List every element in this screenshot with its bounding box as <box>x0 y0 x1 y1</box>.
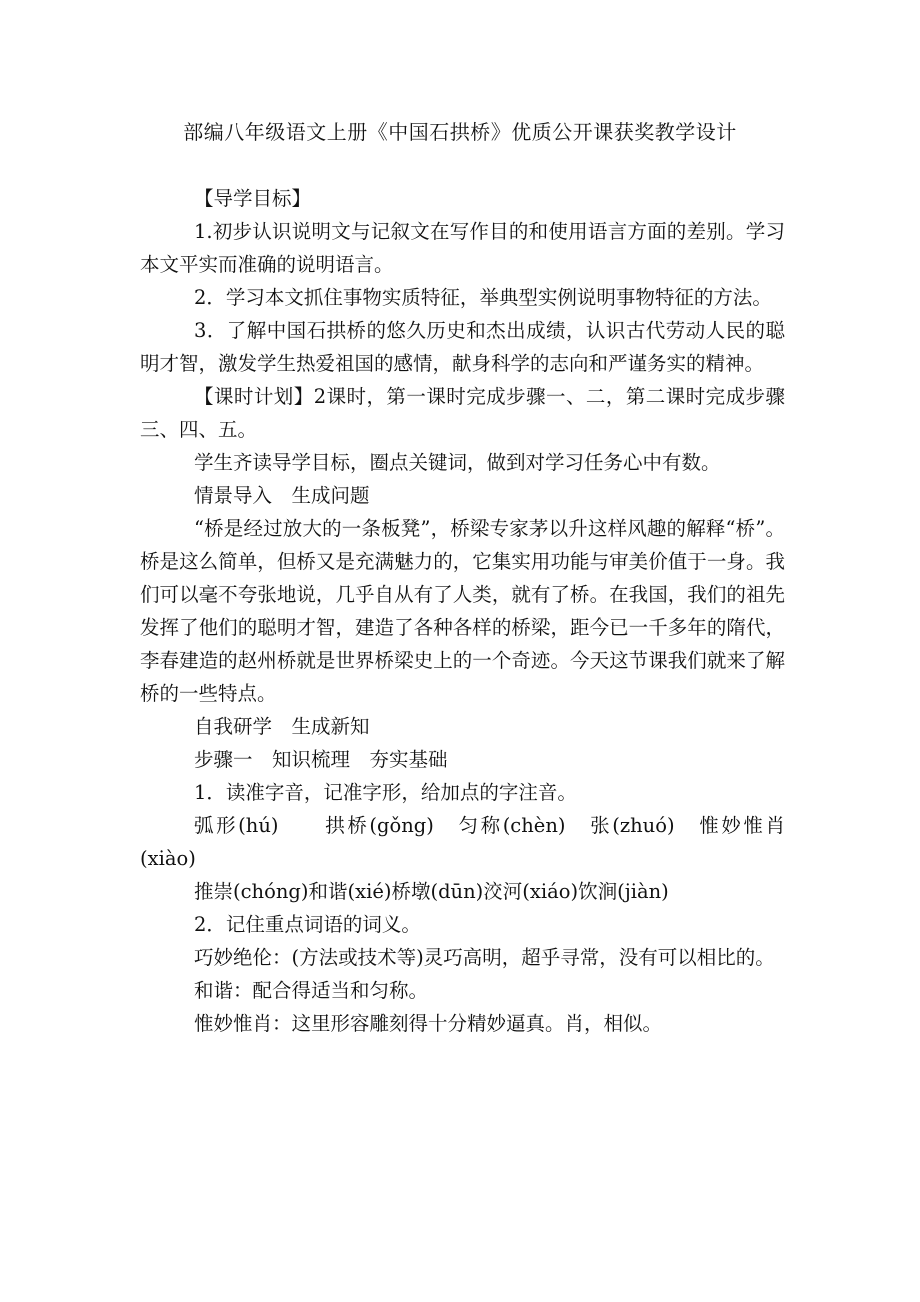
section-heading-objectives: 【导学目标】 <box>194 187 312 210</box>
section-heading-introduction: 情景导入 生成问题 <box>194 484 370 507</box>
step-one-heading: 步骤一 知识梳理 夯实基础 <box>194 748 448 771</box>
lesson-plan: 【课时计划】2课时，第一课时完成步骤一、二，第二课时完成步骤三、四、五。 <box>140 385 785 441</box>
vocab-definition: 和谐：配合得适当和匀称。 <box>194 979 429 1002</box>
vocab-definition: 巧妙绝伦：(方法或技术等)灵巧高明，超乎寻常，没有可以相比的。 <box>194 946 775 969</box>
introduction-paragraph: “桥是经过放大的一条板凳”，桥梁专家茅以升这样风趣的解释“桥”。桥是这么简单，但桥又是充满魅力的，它集实用功能与审美价值于一身。我们可以毫不夸张地说，几乎自从有了人类，就有了桥。在我国，我们的祖先发挥了他们的聪明才智，建造了各种各样的桥梁，距今已一千多年的隋代，李春建造的赵州桥就是世界桥梁史上的一个奇迹。今天这节课我们就来了解桥的一些特点。 <box>140 517 785 705</box>
document-body <box>140 182 785 1040</box>
reading-instruction: 学生齐读导学目标，圈点关键词，做到对学习任务心中有数。 <box>194 451 721 474</box>
pronunciation-list-2: 推崇(chóng)和谐(xié)桥墩(dūn)洨河(xiáo)饮涧(jiàn) <box>194 880 669 903</box>
objective-2: 2．学习本文抓住事物实质特征，举典型实例说明事物特征的方法。 <box>194 286 772 309</box>
vocab-definition: 惟妙惟肖：这里形容雕刻得十分精妙逼真。肖，相似。 <box>194 1012 663 1035</box>
objective-3: 3．了解中国石拱桥的悠久历史和杰出成绩，认识古代劳动人民的聪明才智，激发学生热爱祖国的感情，献身科学的志向和严谨务实的精神。 <box>140 319 785 375</box>
pronunciation-list-1: 弧形(hú) 拱桥(gǒng) 匀称(chèn) 张(zhuó) 惟妙惟肖(xiào) <box>140 814 785 870</box>
objective-1: 1.初步认识说明文与记叙文在写作目的和使用语言方面的差别。学习本文平实而准确的说明语言。 <box>140 220 785 276</box>
task-vocabulary: 2．记住重点词语的词义。 <box>194 913 421 936</box>
task-pronunciation: 1．读准字音，记准字形，给加点的字注音。 <box>194 781 577 804</box>
document-title: 部编八年级语文上册《中国石拱桥》优质公开课获奖教学设计 <box>183 120 737 144</box>
section-heading-self-study: 自我研学 生成新知 <box>194 715 370 738</box>
